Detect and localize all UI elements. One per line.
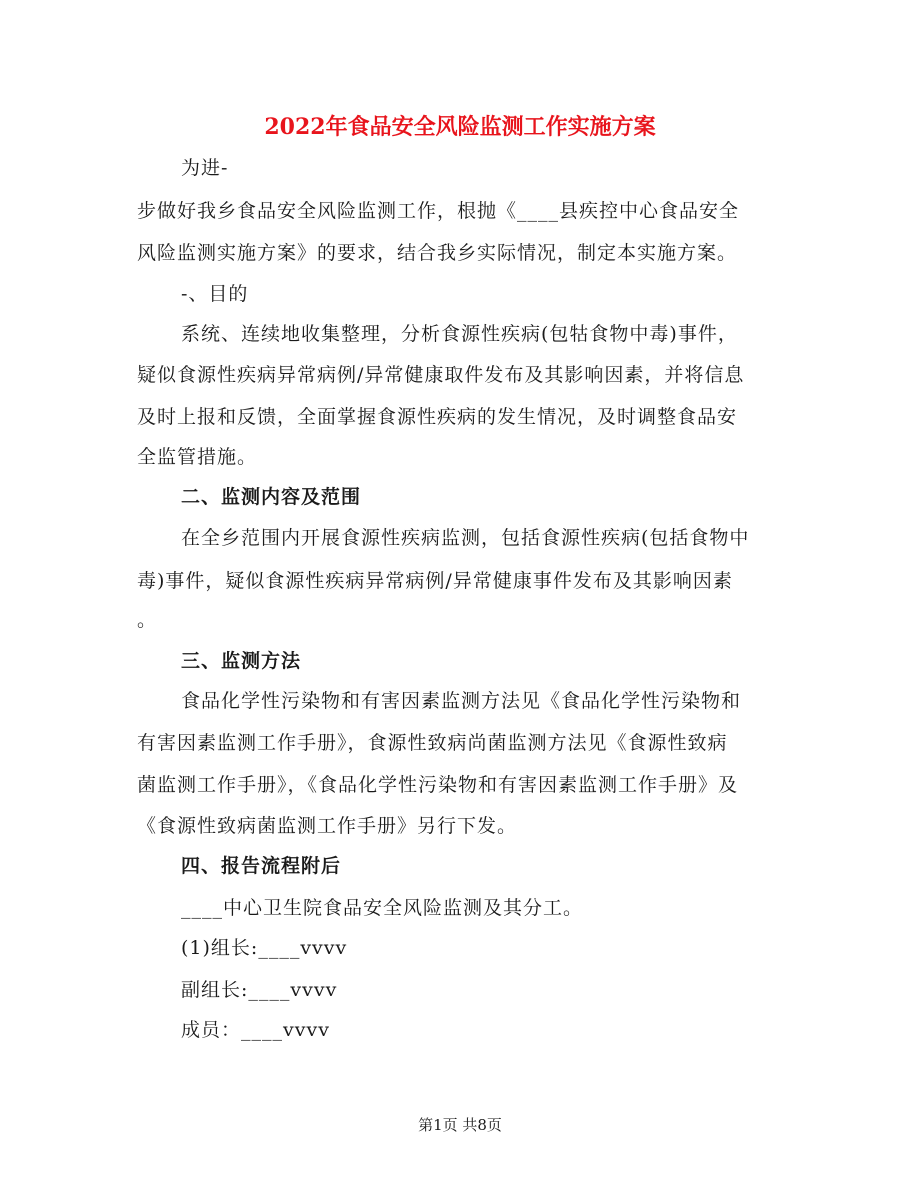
paragraph-line: 成员：____vvvv xyxy=(181,1019,330,1041)
section-heading: 二、监测内容及范围 xyxy=(181,486,362,508)
paragraph-line: 及时上报和反馈，全面掌握食源性疾病的发生情况，及时调整食品安 xyxy=(137,406,738,428)
paragraph-line: 系统、连续地收集整理，分析食源性疾病(包牯食物中毒)事件， xyxy=(181,323,738,345)
paragraph-line: 。 xyxy=(137,609,158,631)
paragraph-line: 菌监测工作手册》，《食品化学性污染物和有害因素监测工作手册》及 xyxy=(137,774,739,796)
paragraph-line: 有害因素监测工作手册》，食源性致病尚菌监测方法见《食源性致病 xyxy=(137,732,728,754)
paragraph-line: 全监管措施。 xyxy=(137,446,258,468)
paragraph-line: 步做好我乡食品安全风险监测工作，根抛《____县疾控中心食品安全 xyxy=(137,200,740,222)
paragraph-line: 为进- xyxy=(181,157,229,179)
paragraph-line: 食品化学性污染物和有害因素监测方法见《食品化学性污染物和 xyxy=(181,690,742,712)
paragraph-line: ____中心卫生院食品安全风险监测及其分工。 xyxy=(181,897,584,919)
document-title: 2022年食品安全风险监测工作实施方案 xyxy=(264,114,656,140)
paragraph-line: 毒)事件，疑似食源性疾病异常病例/异常健康事件发布及其影响因素 xyxy=(137,570,733,592)
paragraph-line: 风险监测实施方案》的要求，结合我乡实际情况，制定本实施方案。 xyxy=(137,242,738,264)
paragraph-line: 疑似食源性疾病异常病例/异常健康取件发布及其影响因素，并将信息 xyxy=(137,364,745,386)
section-heading: 三、监测方法 xyxy=(181,650,302,672)
page-footer: 第1页 共8页 xyxy=(418,1116,502,1134)
paragraph-line: (1)组长:____vvvv xyxy=(181,937,348,959)
section-heading: 四、报告流程附后 xyxy=(181,855,342,877)
section-heading: -、目的 xyxy=(181,283,249,305)
paragraph-line: 副组长:____vvvv xyxy=(181,979,338,1001)
paragraph-line: 《食源性致病菌监测工作手册》另行下发。 xyxy=(137,815,518,837)
paragraph-line: 在全乡范围内开展食源性疾病监测，包括食源性疾病(包括食物中 xyxy=(181,527,750,549)
